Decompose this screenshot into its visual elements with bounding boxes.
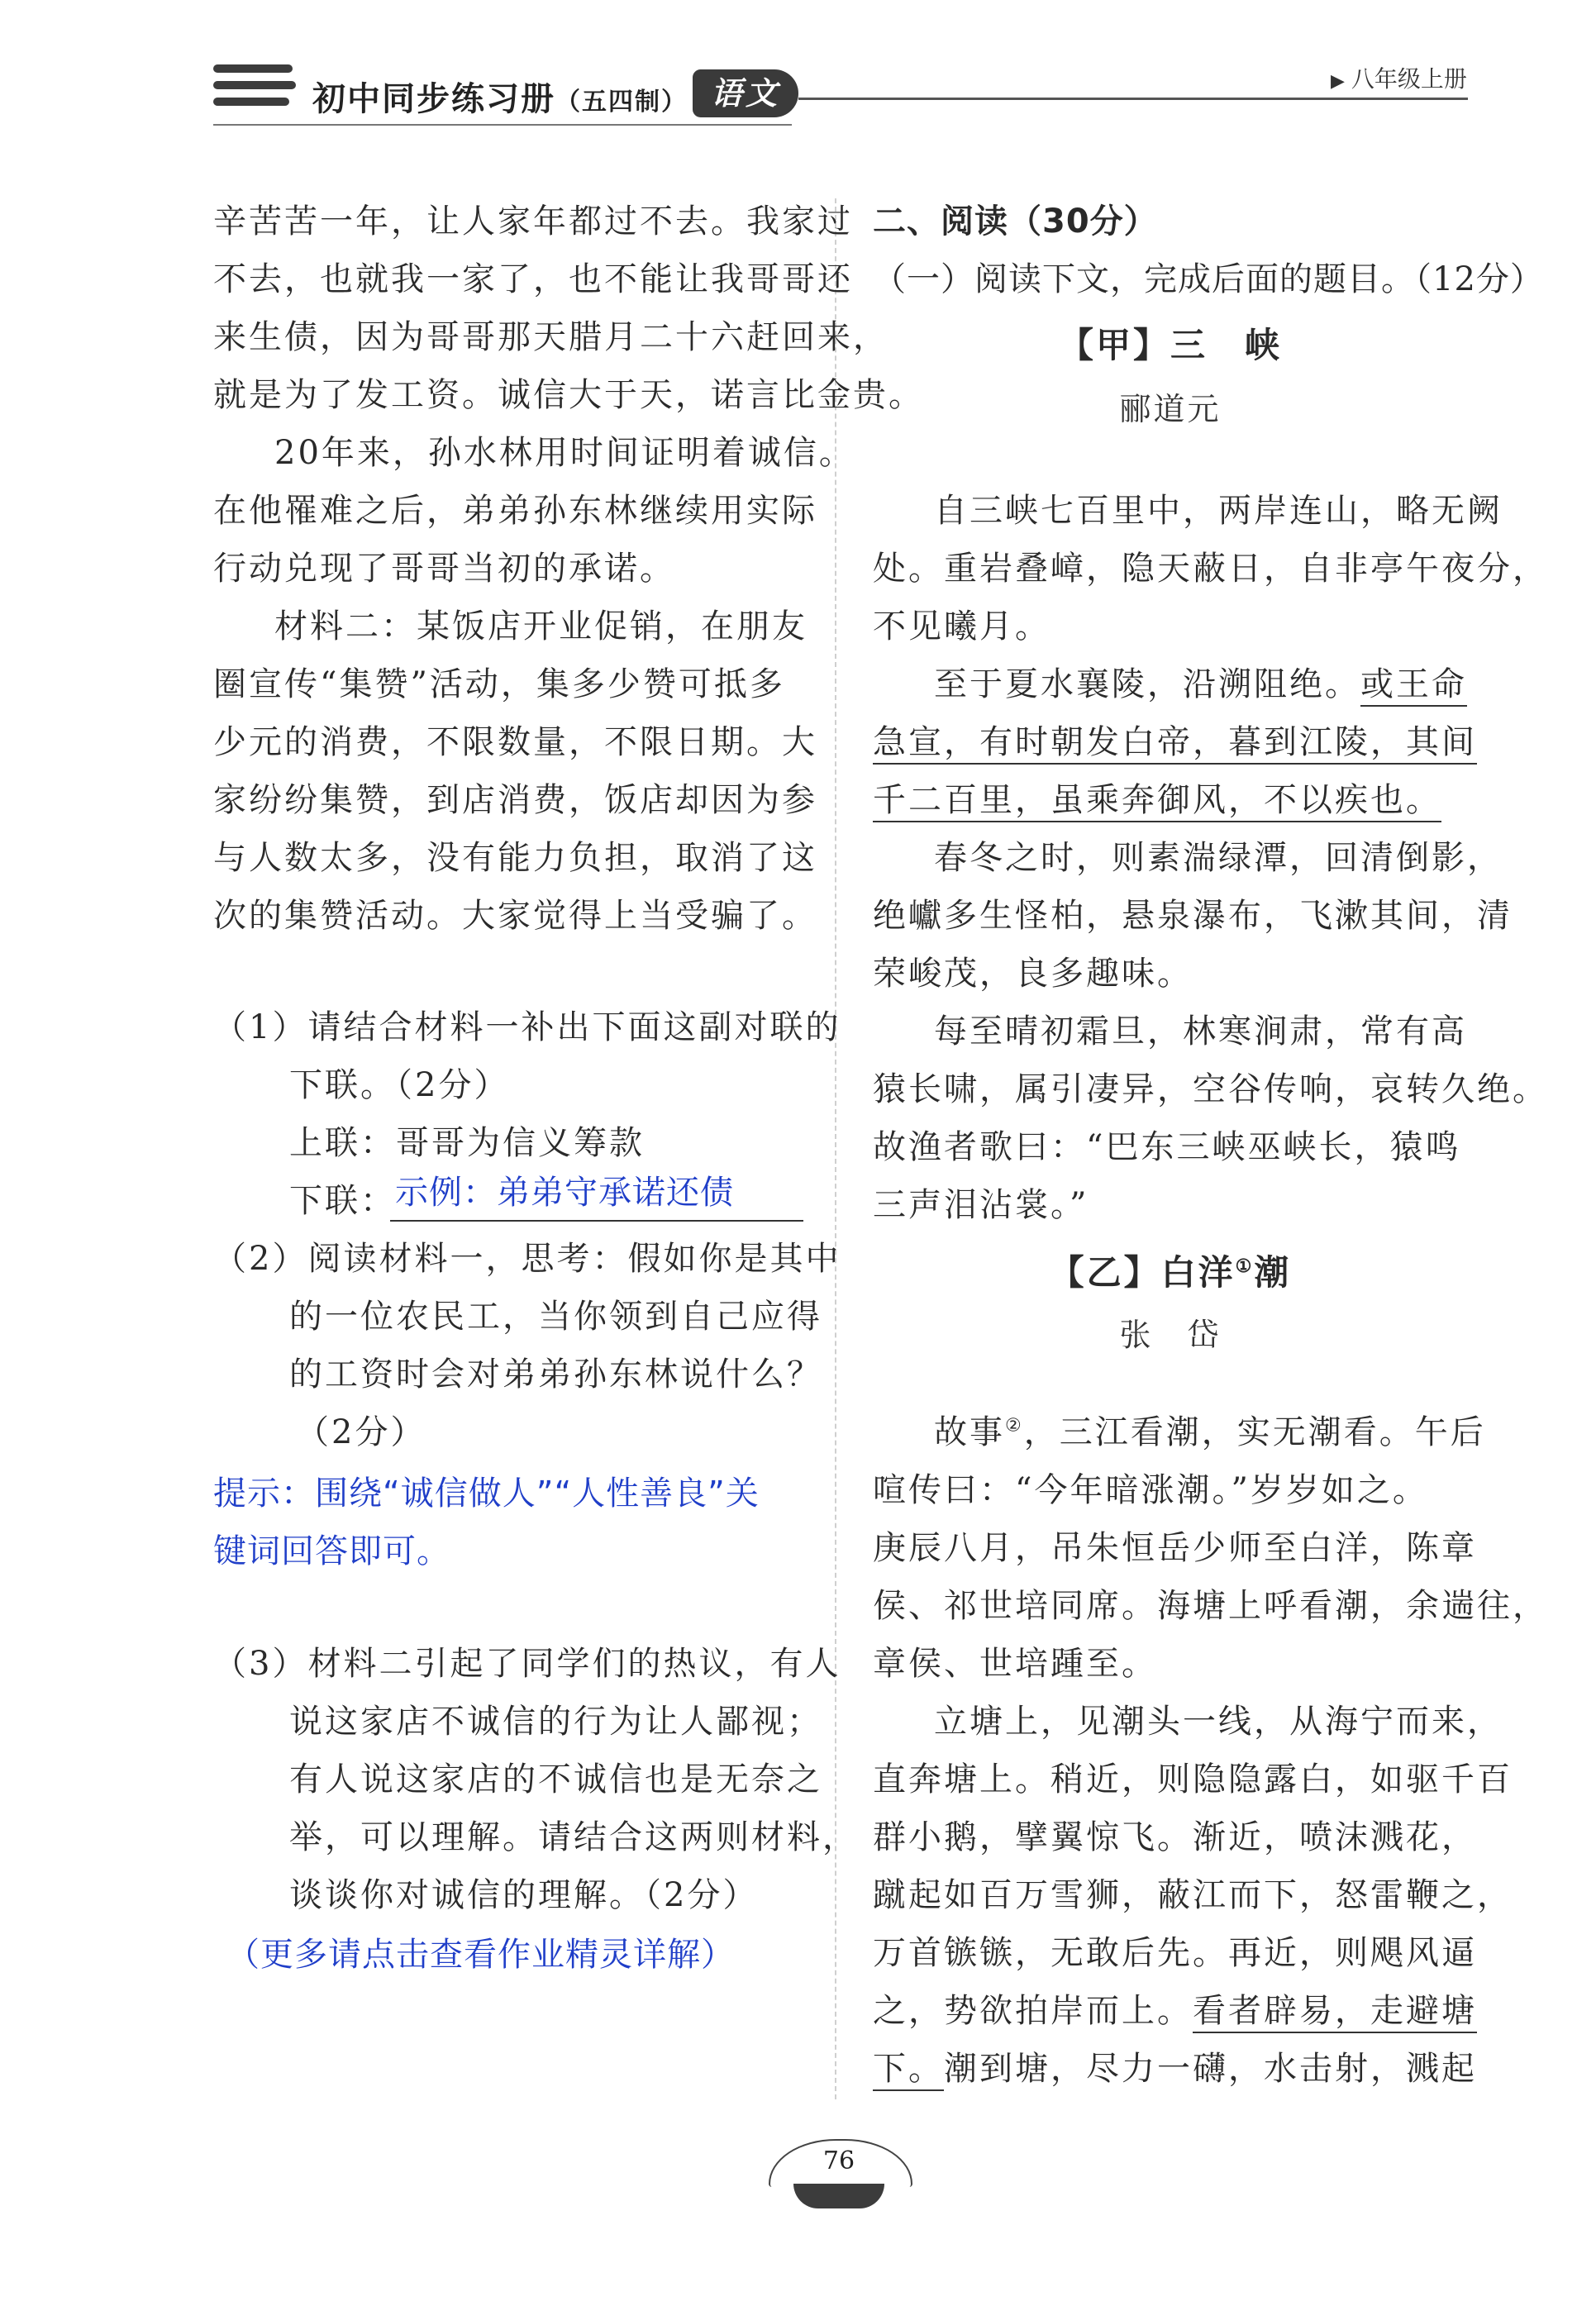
text-line: 蹴起如百万雪狮，蔽江而下，怒雷鞭之，	[873, 1876, 1513, 1914]
question-3: （3）材料二引起了同学们的热议，有人	[213, 1645, 841, 1683]
question-2-score: （2分）	[296, 1413, 426, 1451]
material-two-line: 圈宣传“集赞”活动，集多少赞可抵多	[213, 665, 785, 703]
text-line: 下。潮到塘，尽力一礴，水击射，溅起	[873, 2048, 1477, 2089]
question-2-line: 的工资时会对弟弟孙东林说什么？	[289, 1355, 822, 1394]
text-line: 至于夏水襄陵，沿溯阻绝。或王命	[934, 664, 1467, 705]
text-line: 20年来，孙水林用时间证明着诚信。	[274, 434, 855, 472]
question-3-line: 有人说这家店的不诚信也是无奈之	[289, 1760, 822, 1799]
text-line: 就是为了发工资。诚信大于天，诺言比金贵。	[213, 376, 924, 414]
underlined-sentence: 千二百里，虽乘奔御风，不以疾也。	[873, 781, 1441, 822]
text-line: 猿长啸，属引凄异，空谷传响，哀转久绝。	[873, 1070, 1548, 1108]
material-two-line: 家纷纷集赞，到店消费，饭店却因为参	[213, 781, 817, 819]
question-3-line: 说这家店不诚信的行为让人鄙视；	[289, 1703, 822, 1741]
text-jia-author: 郦道元	[1119, 391, 1222, 427]
question-3-line: 谈谈你对诚信的理解。（2分）	[289, 1876, 759, 1914]
text-line: 喧传曰：“今年暗涨潮。”岁岁如之。	[873, 1471, 1428, 1509]
footnote-marker: ②	[1005, 1415, 1024, 1436]
couplet-lower-label: 下联：	[289, 1182, 396, 1220]
text-line	[873, 779, 1441, 821]
material-two-line: 与人数太多，没有能力负担，取消了这	[213, 839, 817, 877]
text-line: 绝巘多生怪柏，悬泉瀑布，飞漱其间，清	[873, 897, 1513, 935]
triangle-right-icon: ▶	[1331, 71, 1345, 92]
underlined-sentence: 看者辟易，走避塘	[1193, 1992, 1477, 2033]
question-1: （1）请结合材料一补出下面这副对联的	[213, 1008, 841, 1046]
page-number: 76	[822, 2146, 855, 2175]
series-title: 初中同步练习册（五四制）	[312, 79, 688, 118]
text-jia-title: 【甲】三 峡	[1058, 325, 1282, 365]
subsection-heading: （一）阅读下文，完成后面的题目。（12分）	[873, 260, 1544, 298]
header-rule	[798, 98, 1468, 100]
material-two-line: 材料二：某饭店开业促销，在朋友	[274, 607, 808, 646]
question-2-line: 的一位农民工，当你领到自己应得	[289, 1298, 822, 1336]
material-two-line: 少元的消费，不限数量，不限日期。大	[213, 723, 817, 761]
text-line: 自三峡七百里中，两岸连山，略无阙	[934, 492, 1503, 530]
grade-label: ▶ 八年级上册	[1331, 65, 1467, 93]
text-line: 春冬之时，则素湍绿潭，回清倒影，	[934, 839, 1503, 877]
column-divider	[835, 198, 836, 2099]
material-two-line: 次的集赞活动。大家觉得上当受骗了。	[213, 897, 817, 935]
question-2: （2）阅读材料一，思考：假如你是其中	[213, 1240, 841, 1278]
answer-hint: 键词回答即可。	[213, 1532, 450, 1570]
underlined-sentence: 或王命	[1360, 665, 1467, 707]
underlined-sentence: 下。	[873, 2050, 944, 2091]
series-suffix: （五四制）	[555, 88, 688, 117]
page-number-badge	[760, 2132, 917, 2223]
text-line: 不见曦月。	[873, 607, 1051, 646]
text-line: 万首镞镞，无敢后先。再近，则飓风逼	[873, 1934, 1477, 1972]
text-line: 来生债，因为哥哥那天腊月二十六赶回来，	[213, 318, 889, 356]
text-line	[873, 722, 1477, 763]
text-line: 处。重岩叠嶂，隐天蔽日，自非亭午夜分，	[873, 550, 1548, 588]
question-1-line: 下联。（2分）	[289, 1066, 510, 1104]
couplet-answer: 示例：弟弟守承诺还债	[395, 1174, 734, 1212]
text-line: 在他罹难之后，弟弟孙东林继续用实际	[213, 492, 817, 530]
text-line: 庚辰八月，吊朱恒岳少师至白洋，陈章	[873, 1529, 1477, 1567]
text-line: 故渔者歌曰：“巴东三峡巫峡长，猿鸣	[873, 1128, 1461, 1166]
more-details-link[interactable]: （更多请点击查看作业精灵详解）	[226, 1936, 735, 1974]
question-3-line: 举，可以理解。请结合这两则材料，	[289, 1818, 858, 1856]
page-header	[0, 0, 1596, 141]
text-line: 章侯、世培踵至。	[873, 1645, 1157, 1683]
text-line: 三声泪沾裳。”	[873, 1186, 1089, 1224]
footnote-marker: ①	[1235, 1255, 1255, 1277]
text-line: 故事②，三江看潮，实无潮看。午后	[934, 1413, 1486, 1451]
section-heading: 二、阅读（30分）	[873, 202, 1158, 241]
subject-badge: 语文	[693, 69, 798, 117]
text-line: 立塘上，见潮头一线，从海宁而来，	[934, 1703, 1503, 1741]
underlined-sentence: 急宣，有时朝发白帝，暮到江陵，其间	[873, 723, 1477, 765]
books-icon	[213, 64, 296, 117]
answer-hint: 提示：围绕“诚信做人”“人性善良”关	[213, 1475, 760, 1513]
text-line: 之，势欲拍岸而上。看者辟易，走避塘	[873, 1990, 1477, 2032]
text-line: 行动兑现了哥哥当初的承诺。	[213, 550, 675, 588]
text-line: 荣峻茂，良多趣味。	[873, 955, 1193, 993]
text-line: 直奔塘上。稍近，则隐隐露白，如驱千百	[873, 1760, 1513, 1799]
text-line: 群小鹅，擘翼惊飞。渐近，喷沫溅花，	[873, 1818, 1477, 1856]
text-line: 每至晴初霜旦，林寒涧肃，常有高	[934, 1012, 1467, 1051]
text-yi-author: 张 岱	[1119, 1317, 1222, 1353]
text-line: 辛苦苦一年，让人家年都过不去。我家过	[213, 202, 853, 241]
text-yi-title: 【乙】白洋①潮	[1049, 1252, 1292, 1293]
text-line: 不去，也就我一家了，也不能让我哥哥还	[213, 260, 853, 298]
header-underline	[213, 124, 792, 126]
couplet-upper: 上联：哥哥为信义筹款	[289, 1124, 645, 1162]
text-line: 侯、祁世培同席。海塘上呼看潮，余遄往，	[873, 1587, 1548, 1625]
